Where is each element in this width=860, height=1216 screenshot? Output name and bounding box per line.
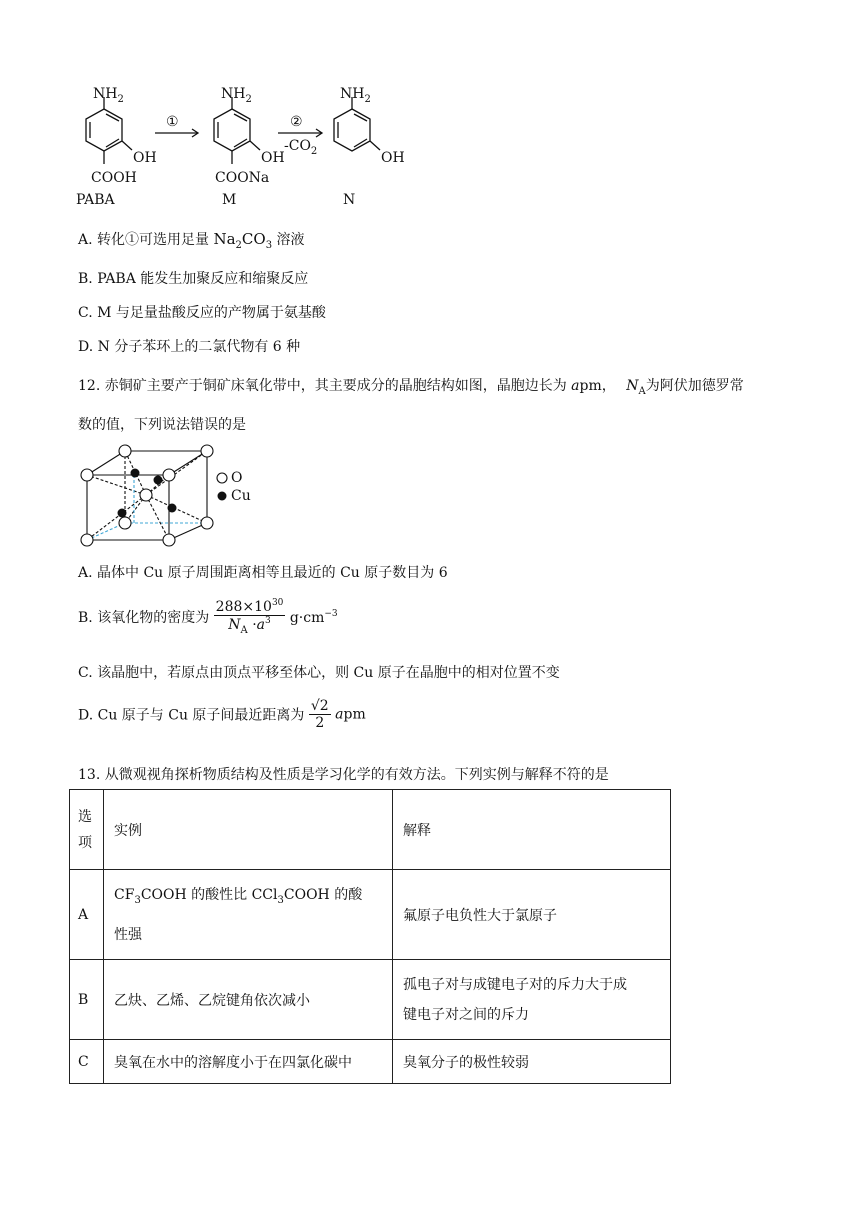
q12-option-a: A. 晶体中 Cu 原子周围距离相等且最近的 Cu 原子数目为 6	[78, 565, 448, 581]
cooh-label: COOH	[91, 170, 137, 186]
header-explain: 解释	[393, 790, 671, 870]
nh2-label-m: $NH_2$	[221, 86, 252, 105]
oh-label-paba: OH	[133, 150, 157, 166]
nh2-label-paba: $NH_2$	[93, 86, 124, 105]
row-a-explain: 氟原子电负性大于氯原子	[393, 870, 671, 960]
density-fraction: $\frac{288\times 10^{30}}{N_A \cdot a^3}$	[215, 598, 284, 636]
nh2-label-n: $NH_2$	[340, 86, 371, 105]
q11-option-d: D. N 分子苯环上的二氯代物有 6 种	[78, 339, 301, 355]
coona-label: COONa	[215, 170, 270, 186]
row-a-example: $CF_3COOH$ 的酸性比 CCl$_3$COOH 的酸 性强	[104, 870, 393, 960]
header-option: 选 项	[70, 790, 104, 870]
q12-stem-line1: 12. 赤铜矿主要产于铜矿床氧化带中，其主要成分的晶胞结构如图，晶胞边长为 apm， $N_A$为阿伏加德罗常	[78, 378, 744, 397]
q12-option-b: B. 该氧化物的密度为 $\frac{288\times 10^{30}}{N_A \cdot a^3}$ $g\cdot cm^{-3}$	[78, 598, 338, 636]
row-c-option: C	[70, 1040, 104, 1084]
row-b-option: B	[70, 960, 104, 1040]
q11-option-a: A. 转化①可选用足量 $Na_2CO_3$ 溶液	[78, 230, 305, 251]
arrow1-label: ①	[166, 114, 179, 130]
legend-o-label: O	[231, 470, 243, 486]
oh-label-m: OH	[261, 150, 285, 166]
distance-fraction: $\frac{√2}{2}$	[310, 698, 329, 731]
table-row	[70, 1040, 671, 1084]
q12-stem-line2: 数的值，下列说法错误的是	[78, 417, 246, 433]
compound-name-paba: PABA	[76, 192, 115, 208]
compound-name-m: M	[222, 192, 237, 208]
q11-option-c: C. M 与足量盐酸反应的产物属于氨基酸	[78, 305, 326, 321]
q13-stem: 13. 从微观视角探析物质结构及性质是学习化学的有效方法。下列实例与解释不符的是	[78, 767, 609, 783]
row-c-explain: 臭氧分子的极性较弱	[393, 1040, 671, 1084]
q12-option-c: C. 该晶胞中，若原点由顶点平移至体心，则 Cu 原子在晶胞中的相对位置不变	[78, 665, 560, 681]
table-row	[70, 960, 671, 1040]
header-example: 实例	[104, 790, 393, 870]
legend-cu-label: Cu	[231, 488, 251, 504]
q11-option-b: B. PABA 能发生加聚反应和缩聚反应	[78, 271, 309, 287]
compound-name-n: N	[343, 192, 356, 208]
q12-option-d: D. Cu 原子与 Cu 原子间最近距离为 $\frac{√2}{2}$ apm	[78, 698, 366, 731]
arrow2-label: ②	[290, 114, 303, 130]
row-a-option: A	[70, 870, 104, 960]
q13-table	[69, 789, 671, 1084]
row-c-example: 臭氧在水中的溶解度小于在四氯化碳中	[104, 1040, 393, 1084]
arrow2-sub: $-CO_2$	[284, 138, 318, 157]
table-header-row	[70, 790, 671, 870]
row-b-explain: 孤电子对与成键电子对的斥力大于成 键电子对之间的斥力	[393, 960, 671, 1040]
table-row	[70, 870, 671, 960]
row-b-example: 乙炔、乙烯、乙烷键角依次减小	[104, 960, 393, 1040]
oh-label-n: OH	[381, 150, 405, 166]
